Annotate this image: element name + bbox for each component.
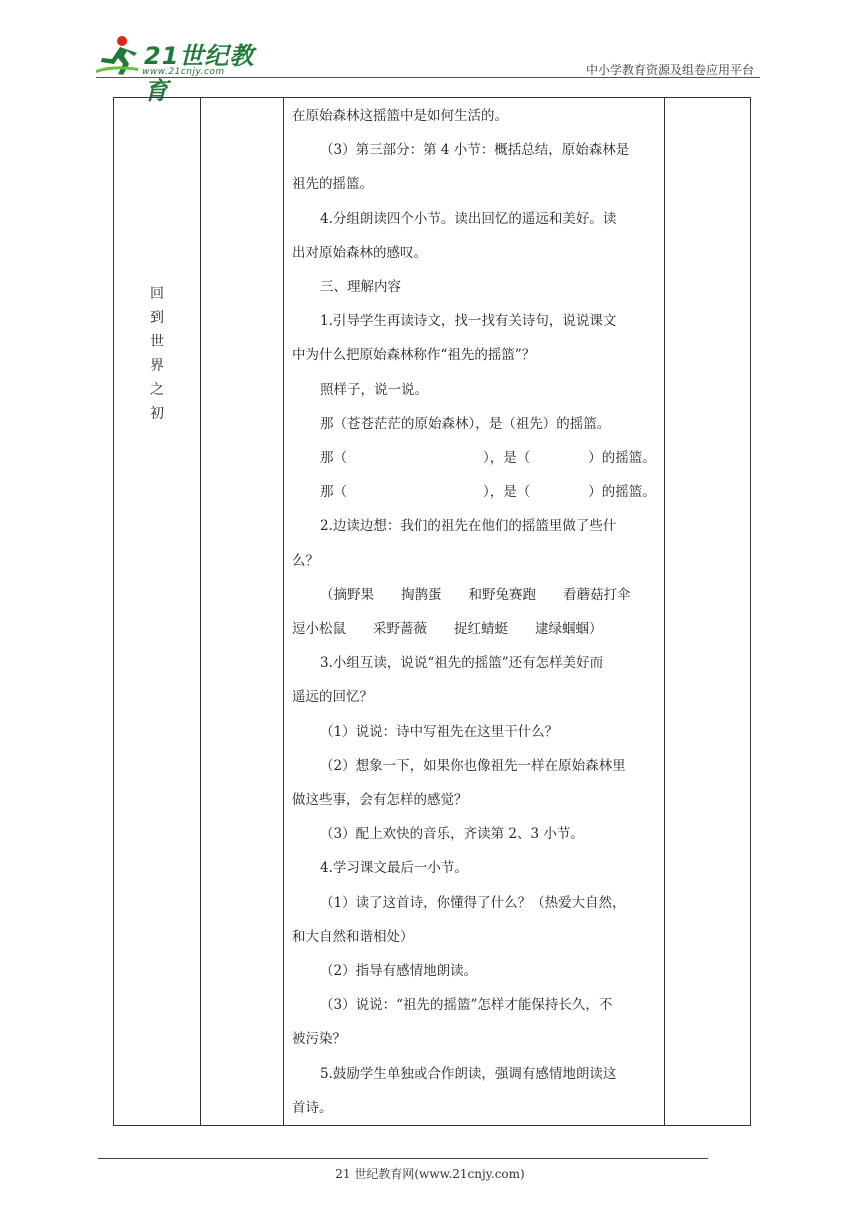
text-line: 4.分组朗读四个小节。读出回忆的遥远和美好。读 (320, 210, 617, 227)
text-line: 么？ (292, 552, 319, 569)
text-line: 祖先的摇篮。 (292, 176, 373, 193)
text-line: 2.边读边想：我们的祖先在他们的摇篮里做了些什 (320, 518, 617, 535)
text-line: （2）指导有感情地朗读。 (320, 963, 478, 980)
example-line: 那（苍苍茫茫的原始森林），是（祖先）的摇篮。 (320, 415, 611, 432)
page-footer[interactable]: 21 世纪教育网(www.21cnjy.com) (335, 1167, 525, 1181)
blank-close: ）的摇篮。 (588, 484, 656, 501)
section-title-cell (114, 98, 201, 1126)
table-row (114, 98, 751, 1126)
text-line: （3）第三部分：第 4 小节：概括总结，原始森林是 (320, 142, 630, 159)
section-title (114, 98, 200, 426)
fill-blank-line (292, 441, 658, 475)
blank-middle: ），是（ (483, 450, 531, 467)
text-line: 1.引导学生再读诗文，找一找有关诗句，说说课文 (320, 313, 617, 330)
text-line: 5.鼓励学生单独或合作朗读，强调有感情地朗读这 (320, 1065, 617, 1082)
header-divider (96, 77, 760, 78)
text-line: 4.学习课文最后一小节。 (320, 860, 468, 877)
blank-open: 那（ (320, 450, 347, 467)
lesson-table (113, 97, 751, 1126)
section-heading: 三、理解内容 (320, 279, 401, 296)
logo-title: 21世纪教育 (144, 42, 255, 105)
section-char: 界 (150, 358, 164, 374)
text-line: （3）说说：“祖先的摇篮”怎样才能保持长久，不 (320, 997, 613, 1014)
footer-divider (98, 1158, 708, 1159)
text-line: 在原始森林这摇篮中是如何生活的。 (292, 108, 508, 124)
text-line: （摘野果 掏鹊蛋 和野兔赛跑 看蘑菇打伞 (320, 586, 631, 603)
logo-url: www.21cnjy.com (142, 67, 225, 77)
text-line: 做这些事，会有怎样的感觉？ (292, 792, 468, 809)
section-char: 世 (150, 334, 164, 350)
fill-blank-line (292, 475, 658, 509)
runner-logo-icon (92, 34, 142, 78)
text-line: 逗小松鼠 采野蔷薇 捉红蜻蜓 逮绿蝈蝈） (292, 621, 603, 638)
section-char: 初 (150, 406, 164, 422)
blank-close: ）的摇篮。 (588, 450, 656, 467)
text-line: 中为什么把原始森林称作“祖先的摇篮”？ (292, 347, 536, 364)
section-char: 之 (150, 382, 164, 398)
section-char: 到 (150, 310, 164, 326)
text-line: （2）想象一下，如果你也像祖先一样在原始森林里 (320, 757, 626, 774)
text-line: 遥远的回忆？ (292, 689, 373, 706)
text-line: 首诗。 (292, 1099, 333, 1116)
section-char: 回 (150, 286, 164, 302)
text-line: 照样子，说一说。 (320, 381, 428, 398)
lesson-content (284, 98, 664, 1125)
empty-cell (665, 98, 751, 1126)
text-line: 和大自然和谐相处） (292, 928, 414, 945)
page-header (92, 30, 760, 105)
text-line: （1）读了这首诗，你懂得了什么？（热爱大自然， (320, 894, 626, 911)
site-logo[interactable] (92, 34, 262, 105)
blank-open: 那（ (320, 484, 347, 501)
text-line: 被污染？ (292, 1031, 346, 1048)
blank-middle: ），是（ (483, 484, 531, 501)
text-line: 3.小组互读，说说“祖先的摇篮”还有怎样美好而 (320, 655, 604, 672)
content-cell (284, 98, 665, 1126)
text-line: （1）说说：诗中写祖先在这里干什么？ (320, 723, 559, 740)
text-line: 出对原始森林的感叹。 (292, 244, 427, 261)
empty-cell (201, 98, 284, 1126)
platform-title: 中小学教育资源及组卷应用平台 (585, 63, 754, 77)
text-line: （3）配上欢快的音乐，齐读第 2、3 小节。 (320, 826, 584, 843)
